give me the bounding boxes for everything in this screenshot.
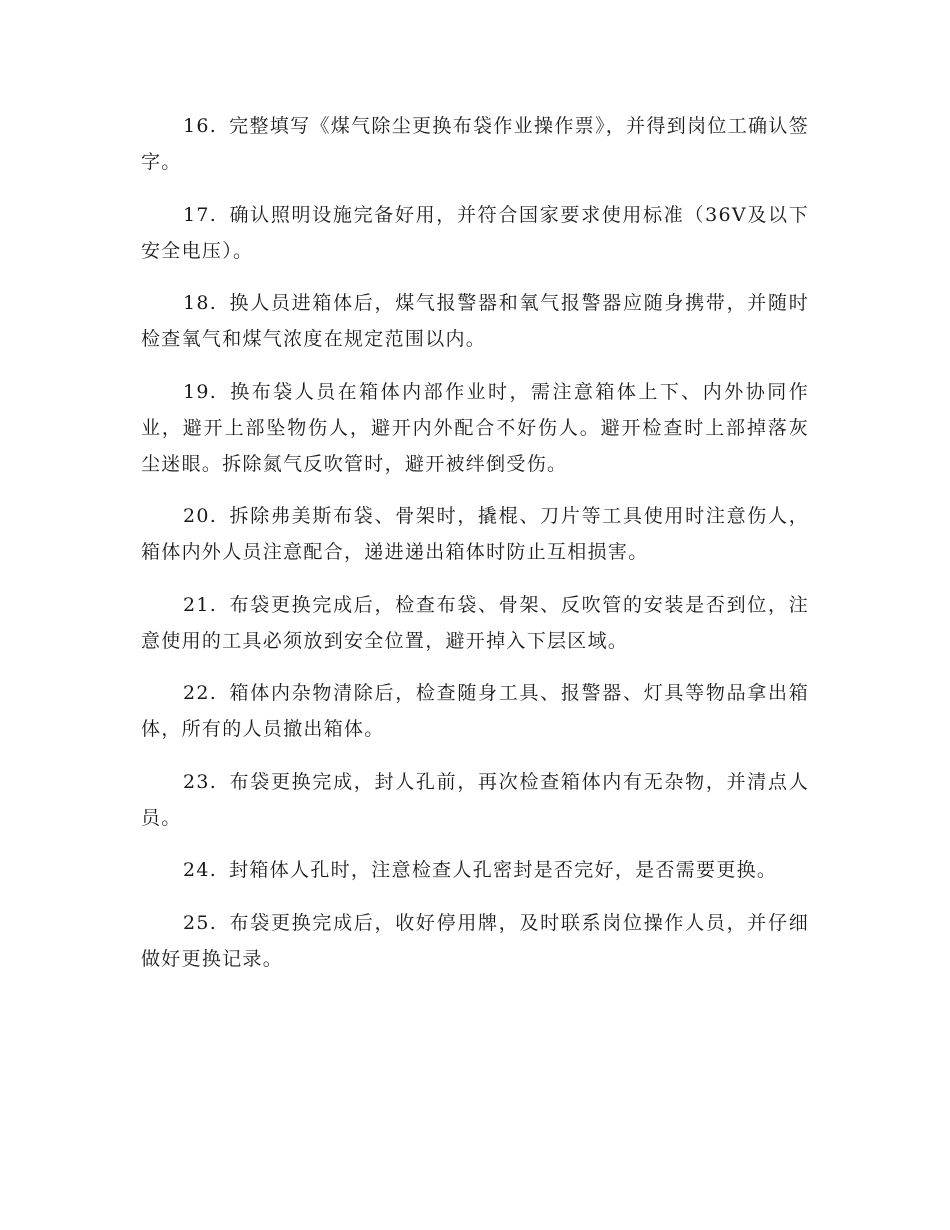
- item-number: 25.: [183, 911, 218, 934]
- item-text: 封箱体人孔时，注意检查人孔密封是否完好，是否需要更换。: [229, 859, 778, 881]
- item-text: 布袋更换完成后，检查布袋、骨架、反吹管的安装是否到位，注意使用的工具必须放到安全位置，避开掉入下层区域。: [141, 593, 809, 652]
- item-text: 拆除弗美斯布袋、骨架时，撬棍、刀片等工具使用时注意伤人，箱体内外人员注意配合，递进递出箱体时防止互相损害。: [141, 505, 809, 563]
- item-number: 18.: [183, 292, 218, 314]
- item-number: 21.: [183, 593, 218, 616]
- list-item: [141, 675, 809, 747]
- item-text: 确认照明设施完备好用，并符合国家要求使用标准（36V及以下安全电压）。: [141, 203, 809, 262]
- item-number: 24.: [183, 859, 218, 881]
- list-item: [141, 374, 809, 482]
- list-item: [141, 197, 809, 269]
- list-item: [141, 852, 809, 888]
- item-number: 19.: [183, 380, 218, 403]
- item-text: 换布袋人员在箱体内部作业时，需注意箱体上下、内外协同作业，避开上部坠物伤人，避开内外配合不好伤人。避开检查时上部掉落灰尘迷眼。拆除氮气反吹管时，避开被绊倒受伤。: [141, 380, 809, 475]
- document-body: [141, 108, 809, 993]
- item-number: 17.: [183, 203, 218, 226]
- list-item: [141, 764, 809, 836]
- list-item: [141, 285, 809, 357]
- item-text: 完整填写《煤气除尘更换布袋作业操作票》，并得到岗位工确认签字。: [141, 115, 809, 173]
- list-item: [141, 498, 809, 570]
- item-number: 22.: [183, 682, 218, 704]
- item-text: 布袋更换完成后，收好停用牌，及时联系岗位操作人员，并仔细做好更换记录。: [141, 911, 809, 970]
- list-item: [141, 108, 809, 180]
- item-number: 23.: [183, 770, 218, 793]
- item-text: 箱体内杂物清除后，检查随身工具、报警器、灯具等物品拿出箱体，所有的人员撤出箱体。: [141, 682, 809, 740]
- item-number: 20.: [183, 505, 218, 527]
- list-item: [141, 905, 809, 977]
- item-text: 布袋更换完成，封人孔前，再次检查箱体内有无杂物，并清点人员。: [141, 770, 809, 829]
- item-text: 换人员进箱体后，煤气报警器和氧气报警器应随身携带，并随时检查氧气和煤气浓度在规定范围以内。: [141, 292, 809, 350]
- item-number: 16.: [183, 115, 218, 137]
- list-item: [141, 587, 809, 659]
